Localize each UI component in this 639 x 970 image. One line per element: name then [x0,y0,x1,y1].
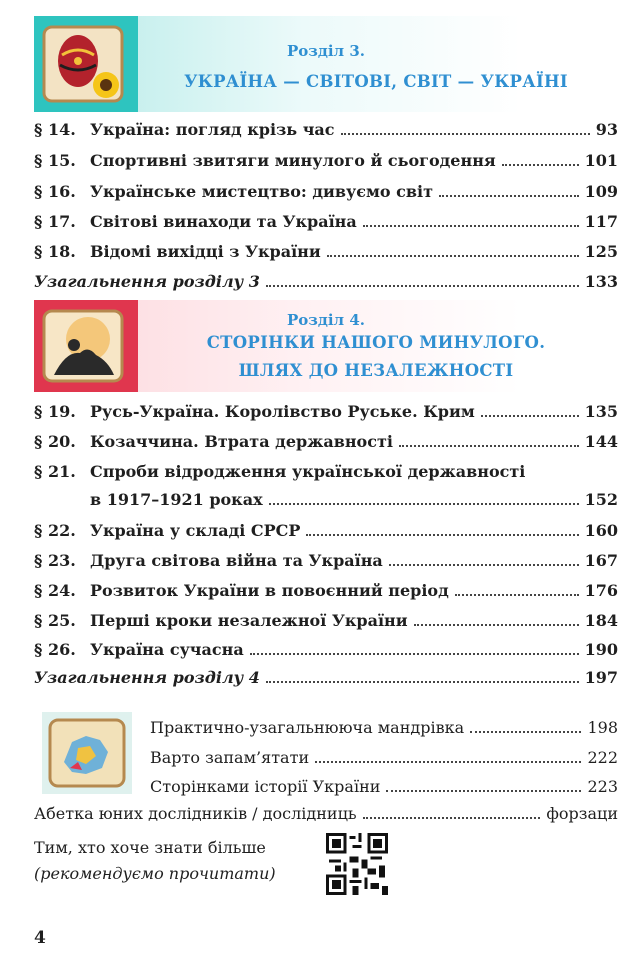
toc-number: § 23. [34,551,76,570]
appendix-title: Сторінками історії України [150,777,381,796]
alphabet-page: форзаци [546,804,618,823]
toc-title: Україна сучасна [90,640,244,659]
toc-title: Спортивні звитяги минулого й сьогодення [90,151,496,170]
toc-number: § 25. [34,611,76,630]
appendix-title: Варто запам’ятати [150,748,310,767]
toc-title: Спроби відродження української державності [90,462,526,481]
toc-title: Україна у складі СРСР [90,521,301,540]
dot-leader [386,790,581,792]
toc-title: Відомі вихідці з України [90,242,321,261]
dot-leader [306,534,578,536]
page-number: 4 [34,928,46,948]
toc-row-21-continued[interactable] [34,484,618,510]
section3-banner [34,16,618,112]
read-more-subtitle: (рекомендуємо прочитати) [34,864,276,883]
toc-row-18[interactable] [34,236,618,262]
section4-banner [34,300,618,392]
toc-number: § 14. [34,120,76,139]
toc-summary-title: Узагальнення розділу 3 [34,272,260,291]
section4-title-line1-wrap [134,333,618,352]
section3-banner-fade [134,16,618,112]
dot-leader [266,681,579,683]
toc-number: § 15. [34,151,76,170]
dot-leader [481,415,579,417]
dot-leader [250,653,579,655]
section3-title: УКРАЇНА — СВІТОВІ, СВІТ — УКРАЇНІ [184,72,568,91]
toc-row-14[interactable] [34,114,618,140]
dot-leader [502,164,579,166]
toc-summary-title: Узагальнення розділу 4 [34,668,260,687]
toc-row-15[interactable] [34,145,618,171]
toc-number: § 18. [34,242,76,261]
toc-row-summary-4[interactable] [34,662,618,688]
toc-number: § 17. [34,212,76,231]
appendix-page: 223 [587,777,618,796]
painted-egg-sunflower-image [40,21,128,107]
toc-page: 197 [584,668,618,687]
dot-leader [266,285,579,287]
toc-page: 176 [584,581,618,600]
section4-label: Розділ 4. [286,311,365,329]
toc-page: 167 [584,551,618,570]
toc-page: 184 [584,611,618,630]
toc-number: § 26. [34,640,76,659]
toc-number: § 19. [34,402,76,421]
toc-title: Козаччина. Втрата державності [90,432,393,451]
toc-row-21[interactable] [34,456,618,482]
dot-leader [341,133,590,135]
toc-page: 93 [595,120,618,139]
toc-row-26[interactable] [34,634,618,660]
alphabet-title: Абетка юних дослідників / дослідниць [34,804,357,823]
dot-leader [269,503,579,505]
dot-leader [389,564,579,566]
dot-leader [470,731,581,733]
toc-page: 109 [584,182,618,201]
toc-row-17[interactable] [34,206,618,232]
toc-number: § 20. [34,432,76,451]
appendix-page: 222 [587,748,618,767]
toc-page: 101 [584,151,618,170]
appendix-row-2[interactable] [150,744,618,768]
section3-label: Розділ 3. [286,42,365,60]
toc-title: Перші кроки незалежної України [90,611,408,630]
toc-row-23[interactable] [34,545,618,571]
toc-title: Українське мистецтво: дивуємо світ [90,182,434,201]
toc-page: 133 [584,272,618,291]
toc-page: 135 [584,402,618,421]
toc-number: § 21. [34,462,76,481]
toc-page: 152 [584,490,618,509]
toc-page: 125 [584,242,618,261]
appendix-row-3[interactable] [150,773,618,797]
toc-number: § 22. [34,521,76,540]
dot-leader [363,817,541,819]
dot-leader [399,445,579,447]
appendix-title: Практично-узагальнююча мандрівка [150,718,465,737]
toc-title: Розвиток України в повоєнний період [90,581,449,600]
toc-row-22[interactable] [34,515,618,541]
toc-title: Світові винаходи та Україна [90,212,357,231]
section4-title-line2-wrap [134,361,618,380]
appendix-page: 198 [587,718,618,737]
appendix-row-1[interactable] [150,714,618,738]
qr-code-icon[interactable] [326,833,388,895]
toc-number: § 16. [34,182,76,201]
toc-row-24[interactable] [34,575,618,601]
alphabet-row[interactable] [34,800,618,824]
toc-row-20[interactable] [34,426,618,452]
read-more-title: Тим, хто хоче знати більше [34,838,266,857]
dot-leader [455,594,579,596]
section3-title-wrap [134,72,618,91]
toc-title: Русь-Україна. Королівство Руське. Крим [90,402,475,421]
toc-page: 190 [584,640,618,659]
dot-leader [315,761,581,763]
dot-leader [327,255,579,257]
europe-map-image [42,712,132,794]
toc-page: 160 [584,521,618,540]
section4-label-wrap [34,310,618,329]
toc-title-continued: в 1917–1921 роках [90,490,263,509]
section4-title-line2: ШЛЯХ ДО НЕЗАЛЕЖНОСТІ [238,361,514,380]
toc-row-25[interactable] [34,605,618,631]
dot-leader [363,225,579,227]
toc-row-summary-3[interactable] [34,266,618,292]
section3-label-wrap [34,41,618,60]
section4-title-line1: СТОРІНКИ НАШОГО МИНУЛОГО. [206,333,546,352]
dot-leader [439,195,579,197]
toc-title: Друга світова війна та Україна [90,551,383,570]
toc-number: § 24. [34,581,76,600]
toc-page: 117 [584,212,618,231]
toc-row-16[interactable] [34,176,618,202]
toc-title: Україна: погляд крізь час [90,120,335,139]
toc-row-19[interactable] [34,396,618,422]
toc-page: 144 [584,432,618,451]
dot-leader [414,624,579,626]
